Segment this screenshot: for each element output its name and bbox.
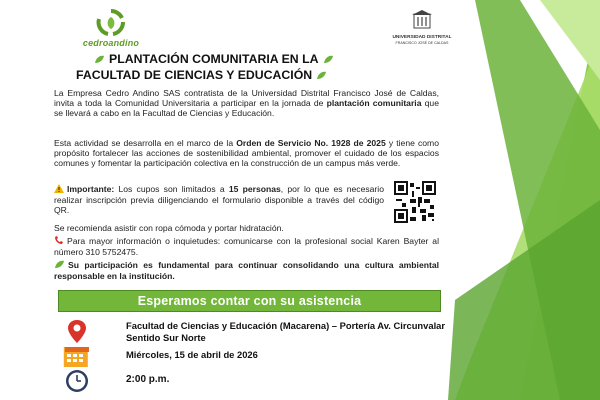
- closing-paragraph: Su participación es fundamental para continuar consolidando una cultura ambiental responsable en la institución.: [54, 260, 439, 281]
- important-paragraph: Importante: Los cupos son limitados a 15 personas, por lo que es necesario realizar inscripción previa diligenciando el formulario disponible a través del código QR.: [54, 184, 384, 215]
- leaf-icon: [94, 53, 105, 68]
- calendar-icon: [62, 343, 92, 369]
- cedroandino-logo: [70, 8, 152, 50]
- universidad-distrital-logo: [392, 10, 452, 45]
- brand-name: cedroandino: [82, 38, 140, 48]
- contact-paragraph: Para mayor información o inquietudes: comunicarse con la profesional social Karen Bayter al número 310 5752475.: [54, 236, 439, 257]
- title-line-2: FACULTAD DE CIENCIAS Y EDUCACIÓN: [76, 68, 313, 82]
- attendance-banner: Esperamos contar con su asistencia: [58, 290, 441, 312]
- registration-qr-code[interactable]: [394, 181, 436, 223]
- event-time: 2:00 p.m.: [126, 374, 170, 385]
- title-line-1: PLANTACIÓN COMUNITARIA EN LA: [109, 52, 319, 66]
- leaf-icon: [316, 69, 327, 84]
- location-pin-icon: [62, 319, 92, 345]
- clock-icon: [62, 368, 92, 394]
- event-date: Miércoles, 15 de abril de 2026: [126, 349, 258, 360]
- warning-icon: [54, 184, 64, 195]
- university-subname: FRANCISCO JOSÉ DE CALDAS: [395, 41, 449, 45]
- university-name: UNIVERSIDAD DISTRITAL: [392, 35, 452, 40]
- event-location: Facultad de Ciencias y Educación (Macarena) – Portería Av. Circunvalar Sentido Sur Norte: [126, 320, 446, 343]
- university-seal-icon: [410, 10, 434, 30]
- leaf-icon: [323, 53, 334, 68]
- phone-icon: [54, 236, 64, 247]
- leaf-icon: [54, 260, 65, 271]
- purpose-paragraph: Esta actividad se desarrolla en el marco de la Orden de Servicio No. 1928 de 2025 y tiene como propósito fortalecer las acciones de sostenibilidad ambiental, promover el cuidado de los espacios comunes y fomentar la participación colectiva en la construcción de un campus más verde.: [54, 138, 439, 168]
- recycle-leaf-logo-icon: [91, 8, 131, 38]
- intro-paragraph: La Empresa Cedro Andino SAS contratista de la Universidad Distrital Francisco José de Caldas, invita a toda la Comunidad Universitaria a participar en la jornada de plantación comunitaria que se llevará a cabo en la Facultad de Ciencias y Educación.: [54, 88, 439, 118]
- page-title: [76, 52, 456, 84]
- recommendation-text: Se recomienda asistir con ropa cómoda y portar hidratación.: [54, 223, 284, 233]
